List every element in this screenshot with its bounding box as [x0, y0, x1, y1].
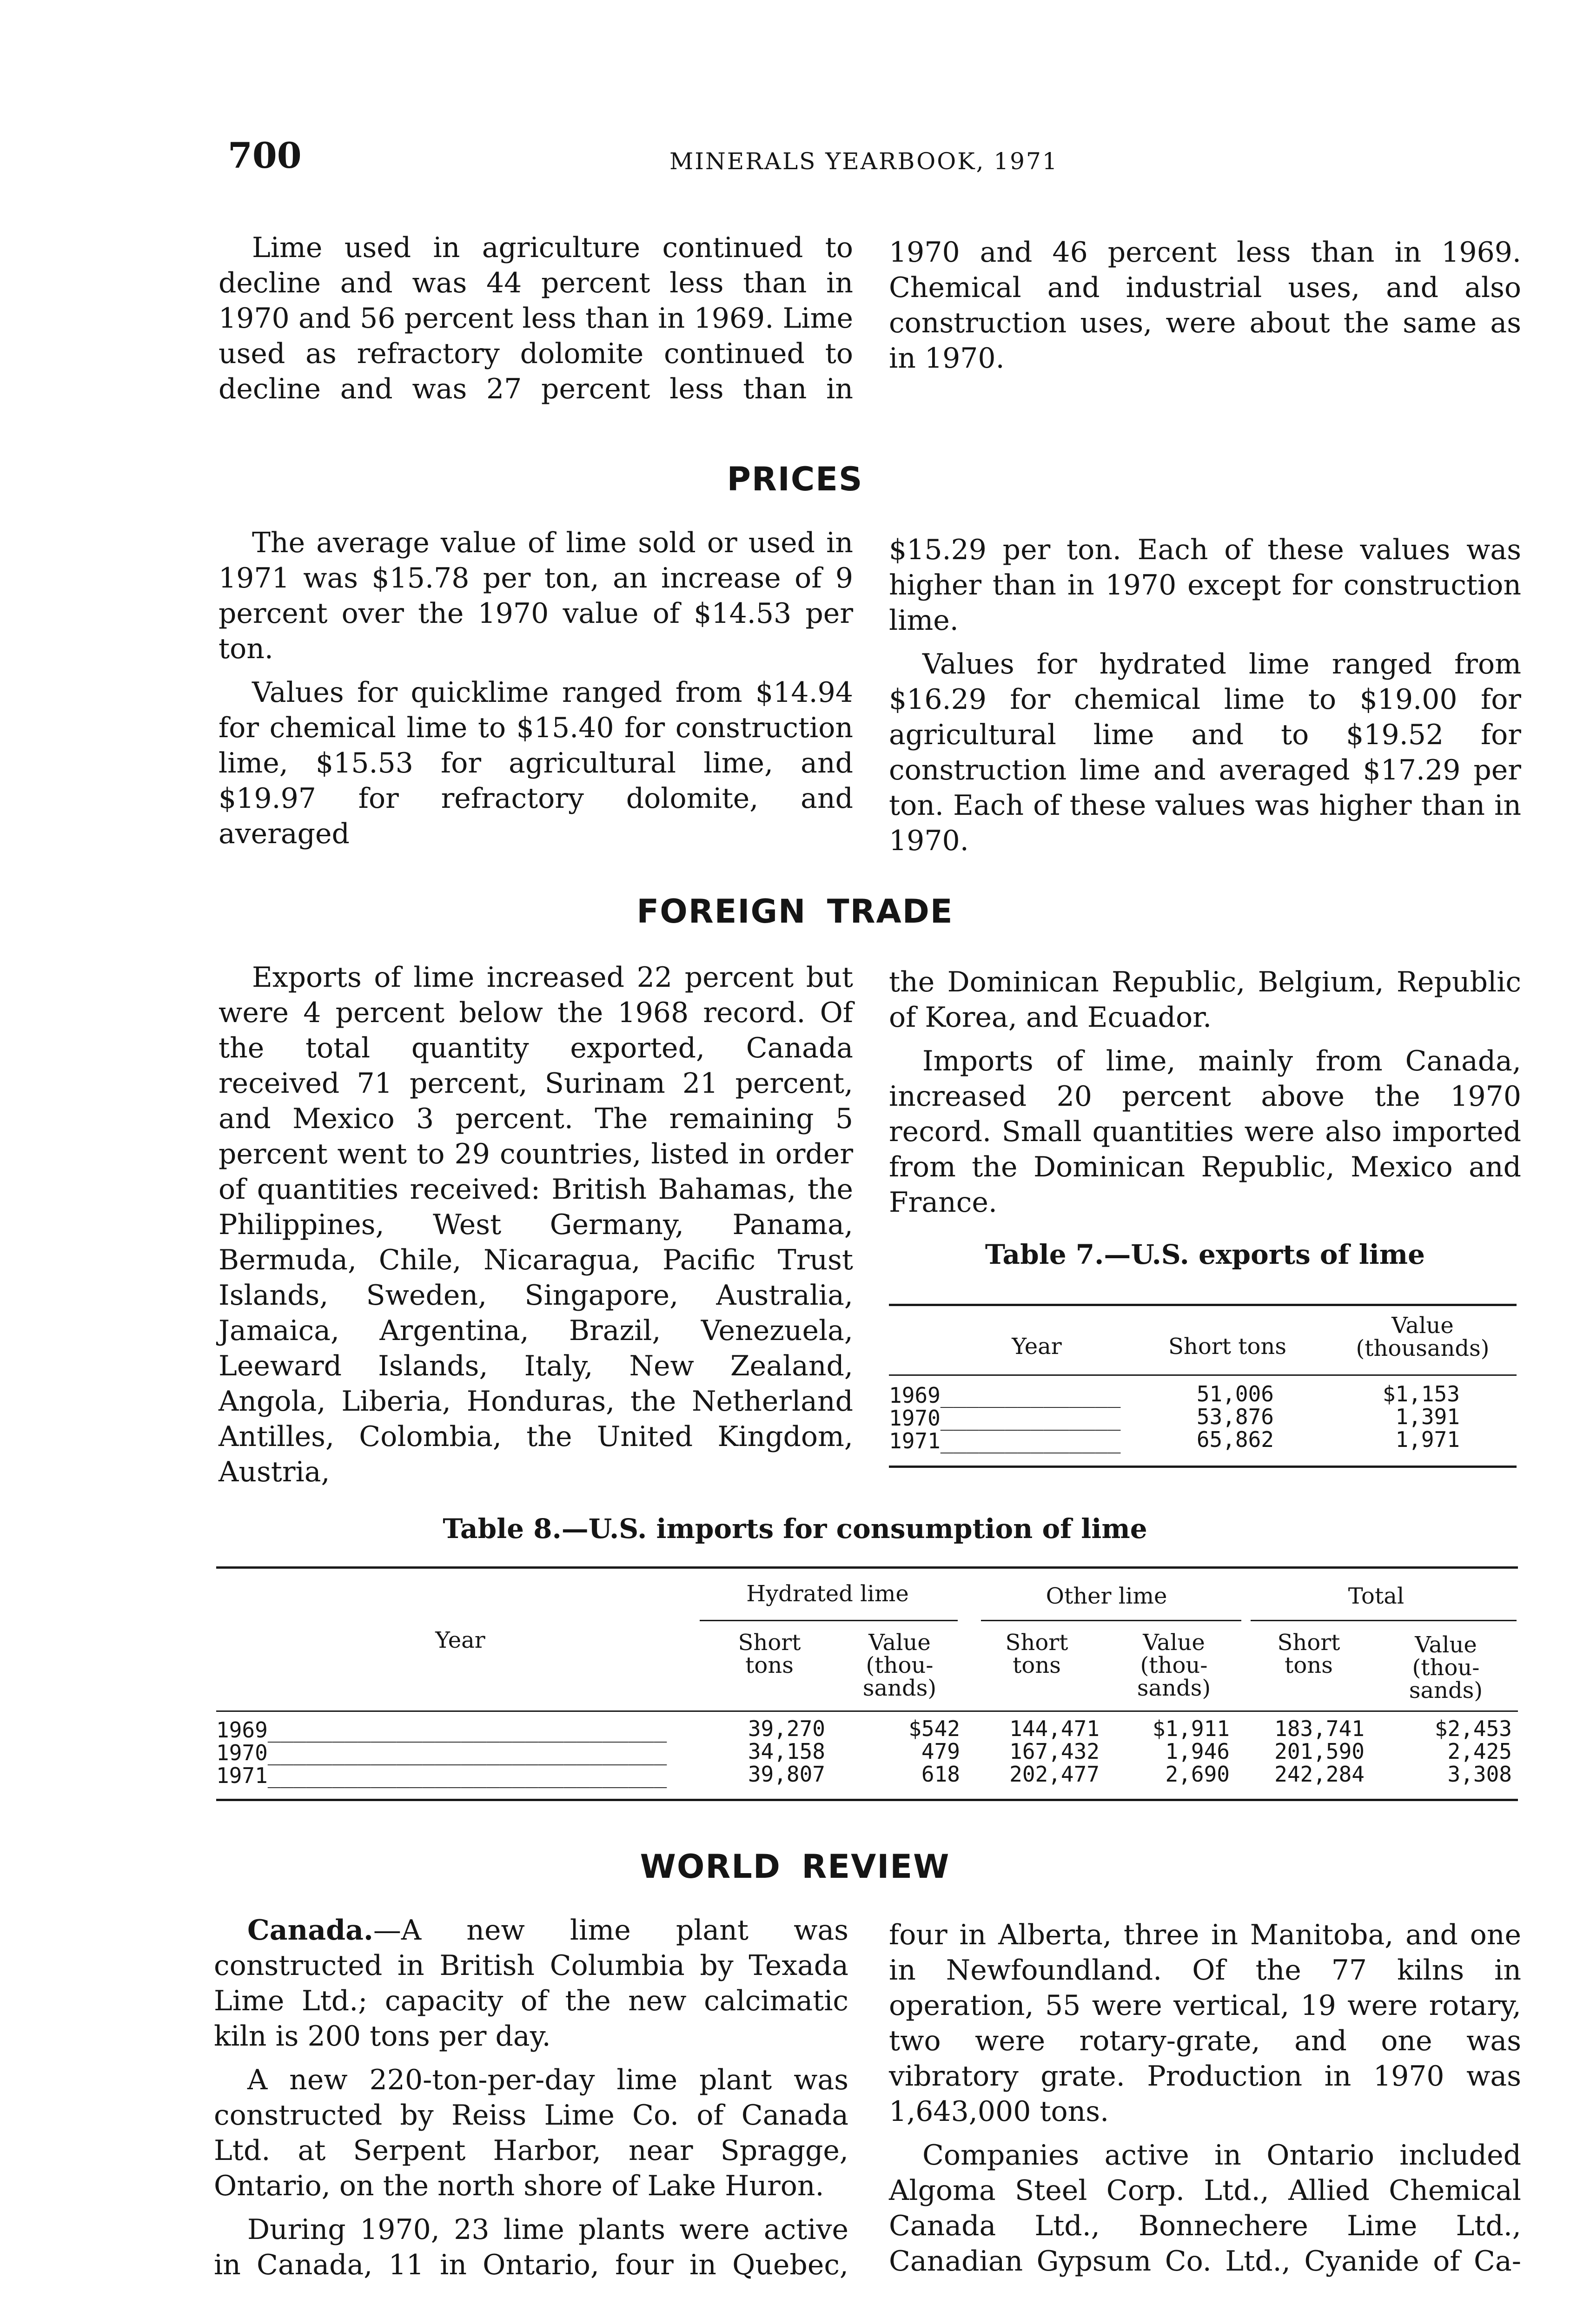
subheader-value: Value: [1143, 1630, 1205, 1656]
table-7-year: 1970______________: [889, 1406, 1121, 1431]
table-7-short-tons: 53,876: [1196, 1404, 1274, 1429]
table-8-caption: Table 8.—U.S. imports for consumption of lime: [443, 1513, 1147, 1545]
table-7-bottom-rule: [889, 1466, 1517, 1468]
table-8-year: 1971_______________________________: [216, 1763, 667, 1788]
world-review-right-paragraph-2: Companies active in Ontario included Algoma Steel Corp. Ltd., Allied Chemical Canada Ltd., Bonnechere Lime Ltd., Canadian Gypsum Co. Ltd., Cyanide of Ca-: [889, 2139, 1521, 2278]
table-8-header-rule: [216, 1710, 1518, 1712]
table-7-caption: Table 7.—U.S. exports of lime: [985, 1239, 1425, 1270]
prices-left-paragraph-2: Values for quicklime ranged from $14.94 for chemical lime to $15.40 for construction lime, $15.53 for agricultural lime, and $19.97 for refractory dolomite, and averaged: [219, 676, 853, 850]
world-review-heading: WORLD REVIEW: [640, 1848, 950, 1886]
table-8-total-tons: 242,284: [1274, 1762, 1365, 1787]
table-8-bottom-rule: [216, 1799, 1518, 1801]
table-8-year: 1969_______________________________: [216, 1717, 667, 1743]
table-8-subheader-value: [846, 1631, 953, 1700]
table-7-year: 1969______________: [889, 1383, 1121, 1408]
table-8-group-total: Total: [1348, 1583, 1404, 1609]
table-8-other-value: 2,690: [1165, 1762, 1230, 1787]
foreign-trade-right-paragraph-2: Imports of lime, mainly from Canada, increased 20 percent above the 1970 record. Small quantities were also imported from the Dominican Republic, Mexico and France.: [889, 1045, 1521, 1219]
subheader-sands: sands): [862, 1675, 937, 1701]
table-8-total-tons: 201,590: [1274, 1739, 1365, 1764]
subheader-short: Short: [1277, 1630, 1340, 1656]
running-title: MINERALS YEARBOOK, 1971: [669, 148, 1059, 175]
table-7-value: 1,391: [1395, 1404, 1460, 1429]
table-8-group-rule-other: [981, 1620, 1241, 1621]
canada-lead: Canada.: [247, 1914, 373, 1947]
subheader-short: Short: [738, 1630, 801, 1656]
world-review-canada-paragraph: [214, 1913, 848, 2054]
table-8-group-rule-total: [1251, 1620, 1517, 1621]
table-8-subheader-short-tons: [716, 1631, 823, 1677]
prices-heading: PRICES: [727, 460, 863, 498]
table-7-header-year: Year: [1012, 1334, 1062, 1360]
world-review-right-paragraph-1: four in Alberta, three in Manitoba, and one in Newfoundland. Of the 77 kilns in operation, 55 were vertical, 19 were rotary, two were rotary-grate, and one was vibratory grate. Production in 1970 was 1,643,000 tons.: [889, 1919, 1521, 2128]
prices-left-column: [219, 525, 853, 860]
subheader-tons: tons: [745, 1652, 794, 1678]
table-8-total-tons: 183,741: [1274, 1716, 1365, 1741]
table-7-value: $1,153: [1382, 1381, 1460, 1406]
subheader-tons: tons: [1013, 1652, 1061, 1678]
intro-right-column: [889, 235, 1521, 384]
prices-right-paragraph-2: Values for hydrated lime ranged from $16.29 for chemical lime to $19.00 for agricultural lime and to $19.52 for construction lime and averaged $17.29 per ton. Each of these values was higher than in 1970.: [889, 648, 1521, 857]
table-8-total-value: 3,308: [1447, 1762, 1512, 1787]
intro-left-paragraph: Lime used in agriculture continued to decline and was 44 percent less than in 1970 and 56 percent less than in 1969. Lime used as refractory dolomite continued to decline and was 27 percent less than in: [219, 231, 853, 405]
table-7-header-value-unit: (thousands): [1356, 1335, 1490, 1361]
world-review-left-column: [214, 1913, 848, 2291]
foreign-trade-left-paragraph: Exports of lime increased 22 percent but were 4 percent below the 1968 record. Of the total quantity exported, Canada received 71 percent, Surinam 21 percent, and Mexico 3 percent. The remaining 5 percent went to 29 countries, listed in order of quantities received: British Bahamas, the Philippines, West Germany, Panama, Bermuda, Chile, Nicaragua, Pacific Trust Islands, Sweden, Singapore, Australia, Jamaica, Argentina, Brazil, Venezuela, Leeward Islands, Italy, New Zealand, Angola, Liberia, Honduras, the Netherland Antilles, Colombia, the United Kingdom, Austria,: [219, 961, 853, 1488]
subheader-sands: sands): [1137, 1675, 1211, 1701]
table-7-short-tons: 51,006: [1196, 1381, 1274, 1406]
table-8-total-value: $2,453: [1434, 1716, 1512, 1741]
table-8-group-hydrated: Hydrated lime: [746, 1581, 909, 1607]
foreign-trade-right-paragraph-1: the Dominican Republic, Belgium, Republic of Korea, and Ecuador.: [889, 966, 1521, 1034]
table-8-hydrated-value: 479: [921, 1739, 960, 1764]
world-review-left-paragraph-2: A new 220-ton-per-day lime plant was constructed by Reiss Lime Co. of Canada Ltd. at Serpent Harbor, near Spragge, Ontario, on the north shore of Lake Huron.: [214, 2064, 848, 2202]
prices-right-paragraph-1: $15.29 per ton. Each of these values was higher than in 1970 except for construction lime.: [889, 534, 1521, 637]
page-number: 700: [228, 135, 302, 176]
table-7-value: 1,971: [1395, 1427, 1460, 1452]
prices-left-paragraph-1: The average value of lime sold or used in 1971 was $15.78 per ton, an increase of 9 percent over the 1970 value of $14.53 per ton.: [219, 527, 853, 665]
intro-left-column: [219, 230, 853, 415]
subheader-thou: (thou-: [866, 1652, 934, 1678]
table-7-header-rule: [889, 1374, 1517, 1376]
table-8-subheader-value: [1392, 1634, 1499, 1702]
table-8-other-value: 1,946: [1165, 1739, 1230, 1764]
table-7-short-tons: 65,862: [1196, 1427, 1274, 1452]
subheader-sands: sands): [1409, 1677, 1483, 1703]
intro-right-paragraph: 1970 and 46 percent less than in 1969. Chemical and industrial uses, and also construction uses, were about the same as in 1970.: [889, 236, 1521, 375]
table-7-header-short-tons: Short tons: [1168, 1334, 1286, 1360]
foreign-trade-right-column: [889, 964, 1521, 1228]
canada-paragraph-text: —A new lime plant was constructed in British Columbia by Texada Lime Ltd.; capacity of the new calcimatic kiln is 200 tons per day.: [214, 1914, 848, 2053]
subheader-value: Value: [1415, 1632, 1477, 1658]
table-8-hydrated-tons: 34,158: [748, 1739, 825, 1764]
table-8-other-tons: 144,471: [1009, 1716, 1100, 1741]
world-review-right-column: [889, 1917, 1521, 2287]
table-8-header-year: Year: [435, 1627, 485, 1653]
subheader-tons: tons: [1285, 1652, 1333, 1678]
table-8-other-value: $1,911: [1152, 1716, 1230, 1741]
table-8-hydrated-tons: 39,270: [748, 1716, 825, 1741]
table-8-hydrated-tons: 39,807: [748, 1762, 825, 1787]
table-8-subheader-short-tons: [1255, 1631, 1362, 1677]
table-8-year: 1970_______________________________: [216, 1740, 667, 1765]
subheader-thou: (thou-: [1412, 1655, 1480, 1681]
prices-right-column: [889, 532, 1521, 867]
subheader-value: Value: [868, 1630, 931, 1656]
world-review-left-paragraph-3: During 1970, 23 lime plants were active in Canada, 11 in Ontario, four in Quebec,: [214, 2213, 848, 2281]
foreign-trade-left-column: [219, 960, 853, 1498]
table-8-total-value: 2,425: [1447, 1739, 1512, 1764]
table-8-top-rule: [216, 1566, 1518, 1569]
foreign-trade-heading: FOREIGN TRADE: [636, 892, 954, 931]
table-7-top-rule: [889, 1304, 1517, 1306]
table-7-year: 1971______________: [889, 1428, 1121, 1453]
table-8-other-tons: 167,432: [1009, 1739, 1100, 1764]
table-8-subheader-value: [1120, 1631, 1227, 1700]
table-8-hydrated-value: 618: [921, 1762, 960, 1787]
table-7-header-value: Value: [1391, 1313, 1454, 1339]
table-8-subheader-short-tons: [983, 1631, 1090, 1677]
table-8-group-rule-hydrated: [700, 1620, 958, 1621]
table-8-group-other: Other lime: [1046, 1583, 1167, 1609]
subheader-thou: (thou-: [1140, 1652, 1208, 1678]
subheader-short: Short: [1005, 1630, 1068, 1656]
table-8-hydrated-value: $542: [908, 1716, 960, 1741]
table-8-other-tons: 202,477: [1009, 1762, 1100, 1787]
